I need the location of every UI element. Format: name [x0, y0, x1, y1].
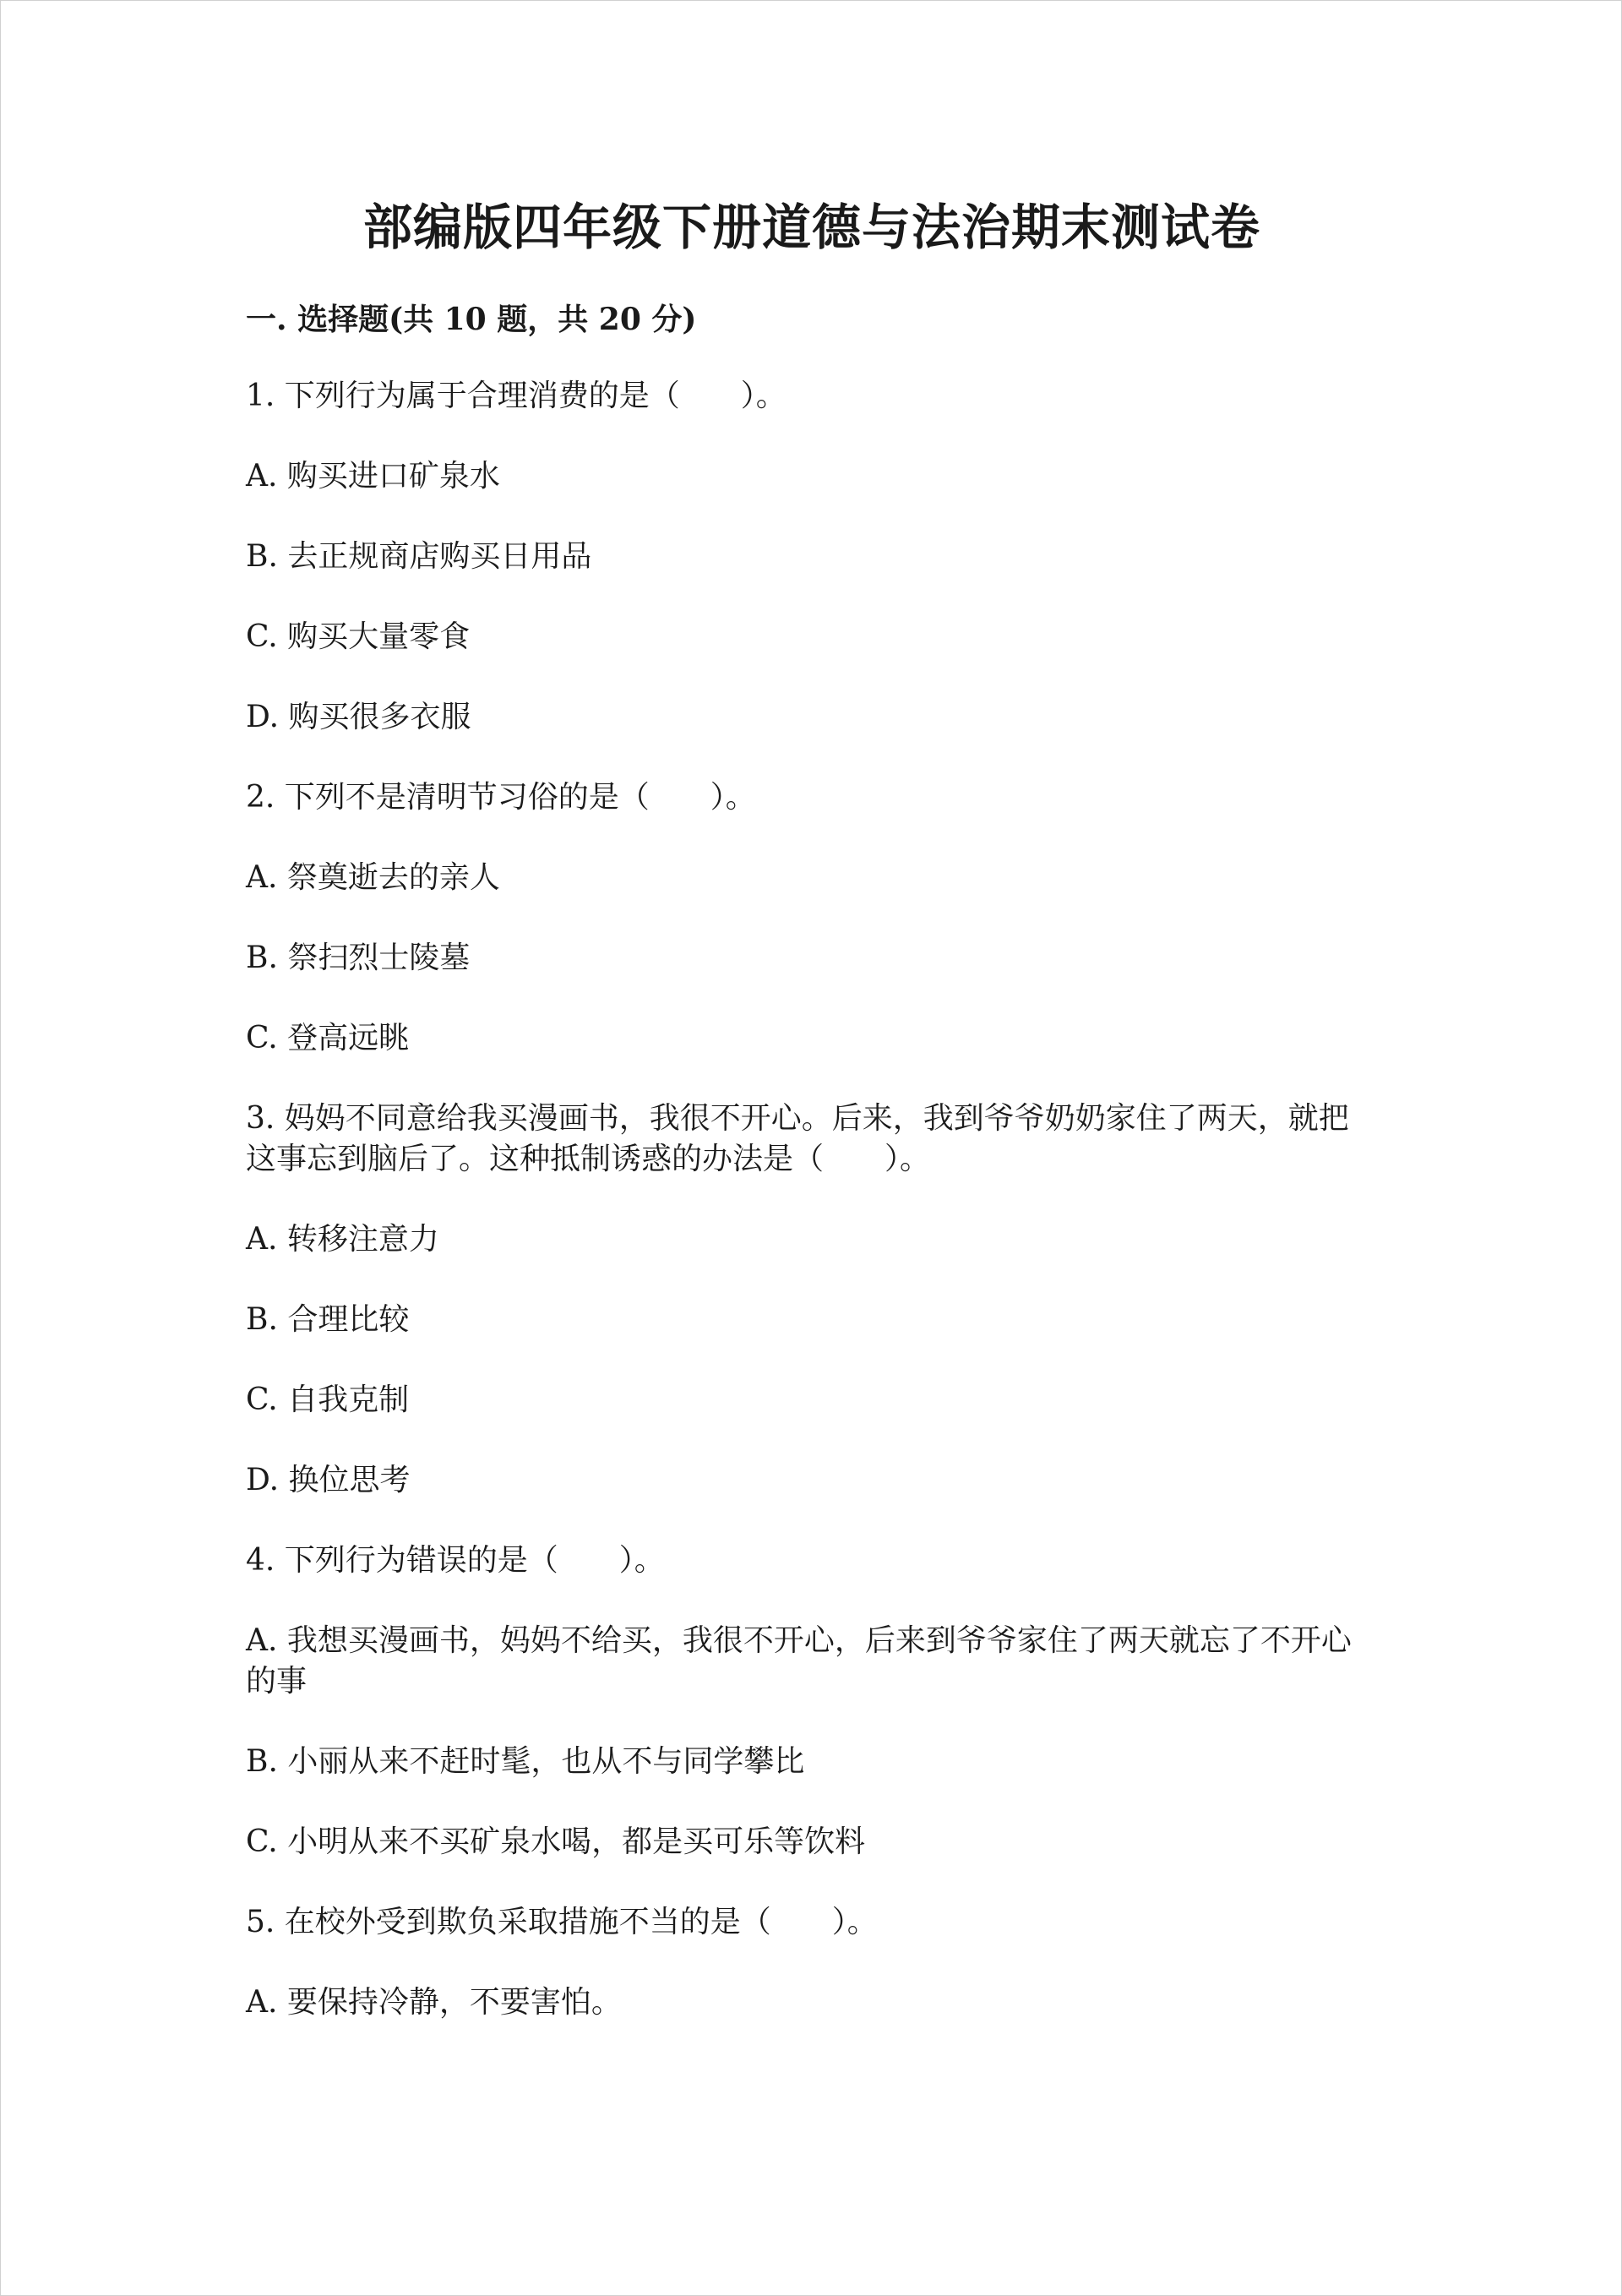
option-a: A. 购买进口矿泉水	[246, 459, 500, 494]
question-stem: 3. 妈妈不同意给我买漫画书，我很不开心。后来，我到爷爷奶奶家住了两天，就把这事忘到脑后了。这种抵制诱惑的办法是（ ）。	[246, 1101, 1349, 1176]
option-a: A. 要保持冷静，不要害怕。	[246, 1985, 622, 2020]
question-stem: 2. 下列不是清明节习俗的是（ ）。	[246, 780, 756, 815]
option-c: C. 自我克制	[246, 1383, 410, 1417]
option-d: D. 购买很多衣服	[246, 700, 471, 734]
option-a: A. 我想买漫画书，妈妈不给买，我很不开心，后来到爷爷家住了两天就忘了不开心的事	[246, 1623, 1352, 1699]
section-heading: 一. 选择题(共 10 题，共 20 分)	[246, 302, 697, 337]
question-2	[246, 777, 1378, 1059]
question-stem: 5. 在校外受到欺负采取措施不当的是（ ）。	[246, 1905, 878, 1939]
question-3	[246, 1099, 1378, 1501]
option-d: D. 换位思考	[246, 1463, 411, 1497]
question-5	[246, 1902, 1378, 2023]
question-4	[246, 1541, 1378, 1862]
exam-title: 部编版四年级下册道德与法治期末测试卷	[362, 199, 1260, 256]
option-b: B. 去正规商店购买日用品	[246, 539, 592, 574]
question-stem: 4. 下列行为错误的是（ ）。	[246, 1543, 665, 1578]
question-list	[246, 376, 1378, 2063]
option-c: C. 购买大量零食	[246, 619, 471, 654]
question-1	[246, 376, 1378, 738]
option-c: C. 小明从来不买矿泉水喝，都是买可乐等饮料	[246, 1824, 866, 1859]
option-a: A. 祭奠逝去的亲人	[246, 860, 500, 895]
question-stem: 1. 下列行为属于合理消费的是（ ）。	[246, 379, 787, 413]
option-c: C. 登高远眺	[246, 1021, 410, 1055]
option-b: B. 小丽从来不赶时髦，也从不与同学攀比	[246, 1744, 805, 1779]
option-b: B. 祭扫烈士陵墓	[246, 941, 471, 975]
option-b: B. 合理比较	[246, 1302, 410, 1337]
option-a: A. 转移注意力	[246, 1222, 439, 1257]
